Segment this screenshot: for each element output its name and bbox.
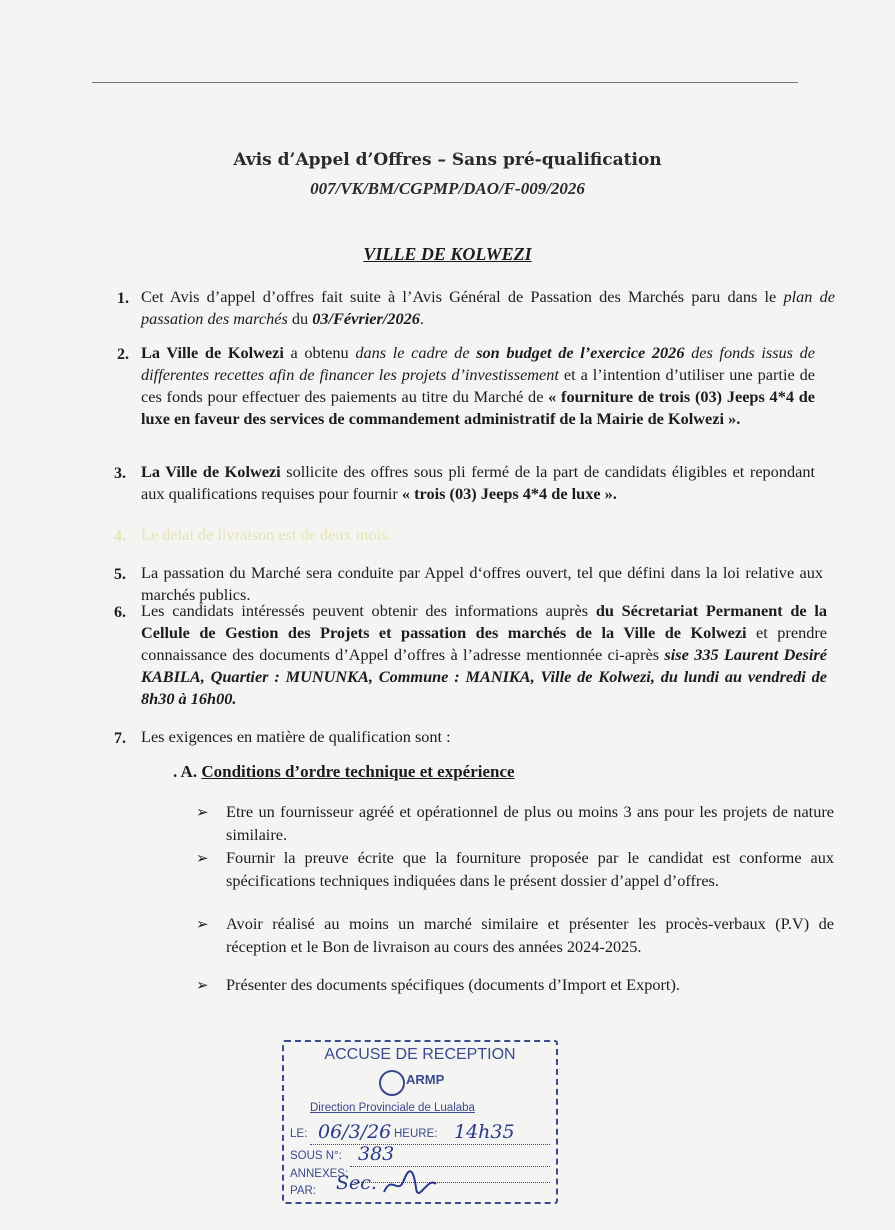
stamp-time-value: 14h35 (454, 1121, 515, 1143)
item-number: 3. (114, 465, 126, 482)
stamp-time-label: HEURE: (394, 1128, 438, 1140)
reception-stamp (282, 1040, 558, 1204)
requirement-item: Avoir réalisé au moins un marché similaire et présenter les procès-verbaux (P.V) de réception et le Bon de livraison au cours des années 2024-2025. (226, 914, 834, 956)
item-number: 4. (114, 528, 126, 545)
stamp-par-label: PAR: (290, 1185, 316, 1197)
stamp-direction: Direction Provinciale de Lualaba (310, 1102, 475, 1114)
item-2-text: La Ville de Kolwezi a obtenu dans le cadre de son budget de l’exercice 2026 des fonds issus de differentes recettes afin de financer les projets d’investissement et a l’intention d’utiliser une partie de ces fonds pour effectuer des paiements au titre du Marché de « fourniture de trois (03) Jeeps 4*4 de luxe en faveur des services de commandement administratif de la Mairie de Kolwezi ». (141, 343, 816, 428)
city-heading: VILLE DE KOLWEZI (363, 244, 532, 264)
item-number: 6. (114, 604, 126, 621)
item-number: 5. (114, 566, 126, 583)
requirement-item: Etre un fournisseur agréé et opérationnel de plus ou moins 3 ans pour les projets de nature similaire. (226, 802, 834, 844)
stamp-title: ACCUSE DE RECEPTION (324, 1046, 516, 1063)
item-4-text: Le delai de livraison est de deux mois. (141, 525, 392, 544)
section-a-heading: . A. Conditions d’ordre technique et expérience (173, 762, 515, 781)
armp-logo-icon (379, 1070, 405, 1096)
stamp-annexes-label: ANNEXES: (290, 1168, 349, 1180)
stamp-line (310, 1144, 550, 1145)
stamp-date-value: 06/3/26 (318, 1121, 392, 1143)
item-7-text: Les exigences en matière de qualification sont : (141, 727, 451, 746)
signature-icon (380, 1170, 440, 1198)
bullet-arrow-icon: ➢ (196, 978, 209, 994)
requirement-item: Fournir la preuve écrite que la fourniture proposée par le candidat est conforme aux spécifications techniques indiquées dans le présent dossier d’appel d’offres. (226, 848, 834, 890)
stamp-date-label: LE: (290, 1128, 308, 1140)
notice-reference: 007/VK/BM/CGPMP/DAO/F-009/2026 (310, 179, 585, 198)
item-number: 7. (114, 730, 126, 747)
notice-title: Avis d’Appel d’Offres – Sans pré-qualification (233, 150, 662, 170)
bullet-arrow-icon: ➢ (196, 851, 209, 867)
stamp-org: ARMP (406, 1072, 445, 1087)
stamp-line (350, 1166, 550, 1167)
item-5-text: La passation du Marché sera conduite par Appel d‘offres ouvert, tel que défini dans la loi relative aux marchés publics. (141, 563, 823, 604)
bullet-arrow-icon: ➢ (196, 917, 209, 933)
item-number: 2. (117, 346, 129, 363)
requirement-item: Présenter des documents spécifiques (documents d’Import et Export). (226, 975, 680, 994)
stamp-par-value: Sec. (336, 1172, 377, 1194)
stamp-number-label: SOUS N°: (290, 1150, 342, 1162)
item-1-text: Cet Avis d’appel d’offres fait suite à l’Avis Général de Passation des Marchés paru dans le plan de passation des marchés du 03/Février/2026. (141, 287, 835, 328)
stamp-number-value: 383 (358, 1143, 395, 1165)
item-number: 1. (117, 290, 129, 307)
item-6-text: Les candidats intéressés peuvent obtenir des informations auprès du Sécretariat Permanent de la Cellule de Gestion des Projets et passation des marchés de la Ville de Kolwezi et prendre connaissance des documents d’Appel d’offres à l’adresse mentionnée ci-après sise 335 Laurent Desiré KABILA, Quartier : MUNUNKA, Commune : MANIKA, Ville de Kolwezi, du lundi au vendredi de 8h30 à 16h00. (141, 601, 828, 708)
bullet-arrow-icon: ➢ (196, 805, 209, 821)
item-3-text: La Ville de Kolwezi sollicite des offres sous pli fermé de la part de candidats éligibles et repondant aux qualifications requises pour fournir « trois (03) Jeeps 4*4 de luxe ». (141, 462, 815, 503)
header-rule (92, 82, 798, 83)
